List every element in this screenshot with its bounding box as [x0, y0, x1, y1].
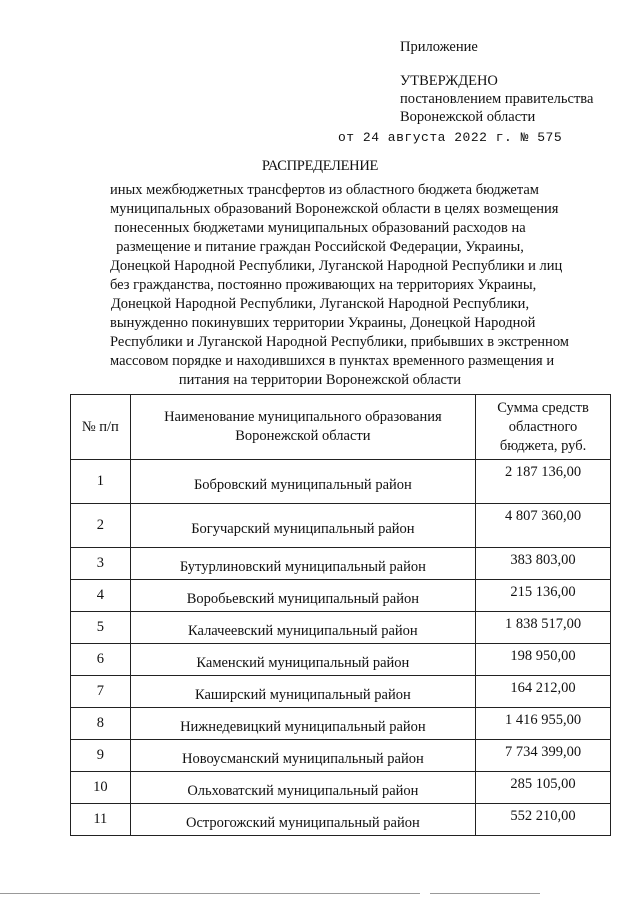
description-line: Республики и Луганской Народной Республики, прибывших в экстренном — [110, 334, 569, 350]
table-row — [71, 580, 611, 612]
row-municipality: Каменский муниципальный район — [130, 644, 475, 676]
approved-by-line2: Воронежской области — [400, 109, 536, 125]
row-sum: 198 950,00 — [476, 644, 611, 676]
row-municipality: Бутурлиновский муниципальный район — [130, 548, 475, 580]
row-sum: 552 210,00 — [476, 804, 611, 836]
approved-label: УТВЕРЖДЕНО — [400, 73, 498, 89]
row-sum: 164 212,00 — [476, 676, 611, 708]
table-row — [71, 772, 611, 804]
bottom-edge-line — [0, 893, 420, 894]
header-sum: Сумма средств областного бюджета, руб. — [476, 395, 611, 460]
description-line: муниципальных образований Воронежской области в целях возмещения — [110, 201, 559, 217]
row-municipality: Острогожский муниципальный район — [130, 804, 475, 836]
row-number: 5 — [71, 612, 131, 644]
row-sum: 383 803,00 — [476, 548, 611, 580]
row-number: 2 — [71, 504, 131, 548]
header-number: № п/п — [71, 395, 131, 460]
table-row — [71, 612, 611, 644]
description-line: без гражданства, постоянно проживающих на территориях Украины, — [110, 277, 537, 293]
description-line: Донецкой Народной Республики, Луганской Народной Республики и лиц — [110, 258, 563, 274]
row-number: 9 — [71, 740, 131, 772]
description-line: иных межбюджетных трансфертов из областного бюджета бюджетам — [110, 182, 539, 198]
row-municipality: Нижнедевицкий муниципальный район — [130, 708, 475, 740]
row-number: 1 — [71, 460, 131, 504]
description-line: размещение и питание граждан Российской Федерации, Украины, — [116, 239, 524, 255]
approval-block — [338, 38, 594, 147]
row-municipality: Новоусманский муниципальный район — [130, 740, 475, 772]
table-row — [71, 644, 611, 676]
row-number: 3 — [71, 548, 131, 580]
row-municipality: Ольховатский муниципальный район — [130, 772, 475, 804]
row-number: 7 — [71, 676, 131, 708]
row-municipality: Калачеевский муниципальный район — [130, 612, 475, 644]
description-line: массовом порядке и находившихся в пунктах временного размещения и — [110, 353, 555, 369]
row-municipality: Воробьевский муниципальный район — [130, 580, 475, 612]
header-municipality: Наименование муниципального образования Воронежской области — [130, 395, 475, 460]
row-municipality: Богучарский муниципальный район — [130, 504, 475, 548]
table-row — [71, 460, 611, 504]
approval-date: от 24 августа 2022 г. № 575 — [338, 130, 563, 145]
row-sum: 1 416 955,00 — [476, 708, 611, 740]
row-number: 8 — [71, 708, 131, 740]
description-line: вынужденно покинувших территории Украины, Донецкой Народной — [110, 315, 536, 331]
document-title: РАСПРЕДЕЛЕНИЕ — [261, 158, 379, 174]
table-row — [71, 676, 611, 708]
table-row — [71, 504, 611, 548]
row-number: 4 — [71, 580, 131, 612]
row-number: 10 — [71, 772, 131, 804]
distribution-table — [70, 394, 611, 836]
document-description — [110, 181, 569, 390]
table-row — [71, 548, 611, 580]
row-sum: 215 136,00 — [476, 580, 611, 612]
table-row — [71, 708, 611, 740]
row-municipality: Бобровский муниципальный район — [130, 460, 475, 504]
approved-by-line1: постановлением правительства — [400, 91, 594, 107]
description-line: питания на территории Воронежской области — [178, 372, 462, 388]
row-sum: 285 105,00 — [476, 772, 611, 804]
row-sum: 4 807 360,00 — [476, 504, 611, 548]
table-body — [71, 460, 611, 836]
row-sum: 1 838 517,00 — [476, 612, 611, 644]
row-number: 11 — [71, 804, 131, 836]
appendix-label: Приложение — [400, 39, 478, 55]
table-row — [71, 740, 611, 772]
row-sum: 7 734 399,00 — [476, 740, 611, 772]
table-header-row — [71, 395, 611, 460]
description-line: понесенных бюджетами муниципальных образований расходов на — [114, 220, 526, 236]
row-number: 6 — [71, 644, 131, 676]
row-municipality: Каширский муниципальный район — [130, 676, 475, 708]
description-line: Донецкой Народной Республики, Луганской Народной Республики, — [110, 296, 530, 312]
bottom-edge-line — [430, 893, 540, 894]
table-row — [71, 804, 611, 836]
row-sum: 2 187 136,00 — [476, 460, 611, 504]
